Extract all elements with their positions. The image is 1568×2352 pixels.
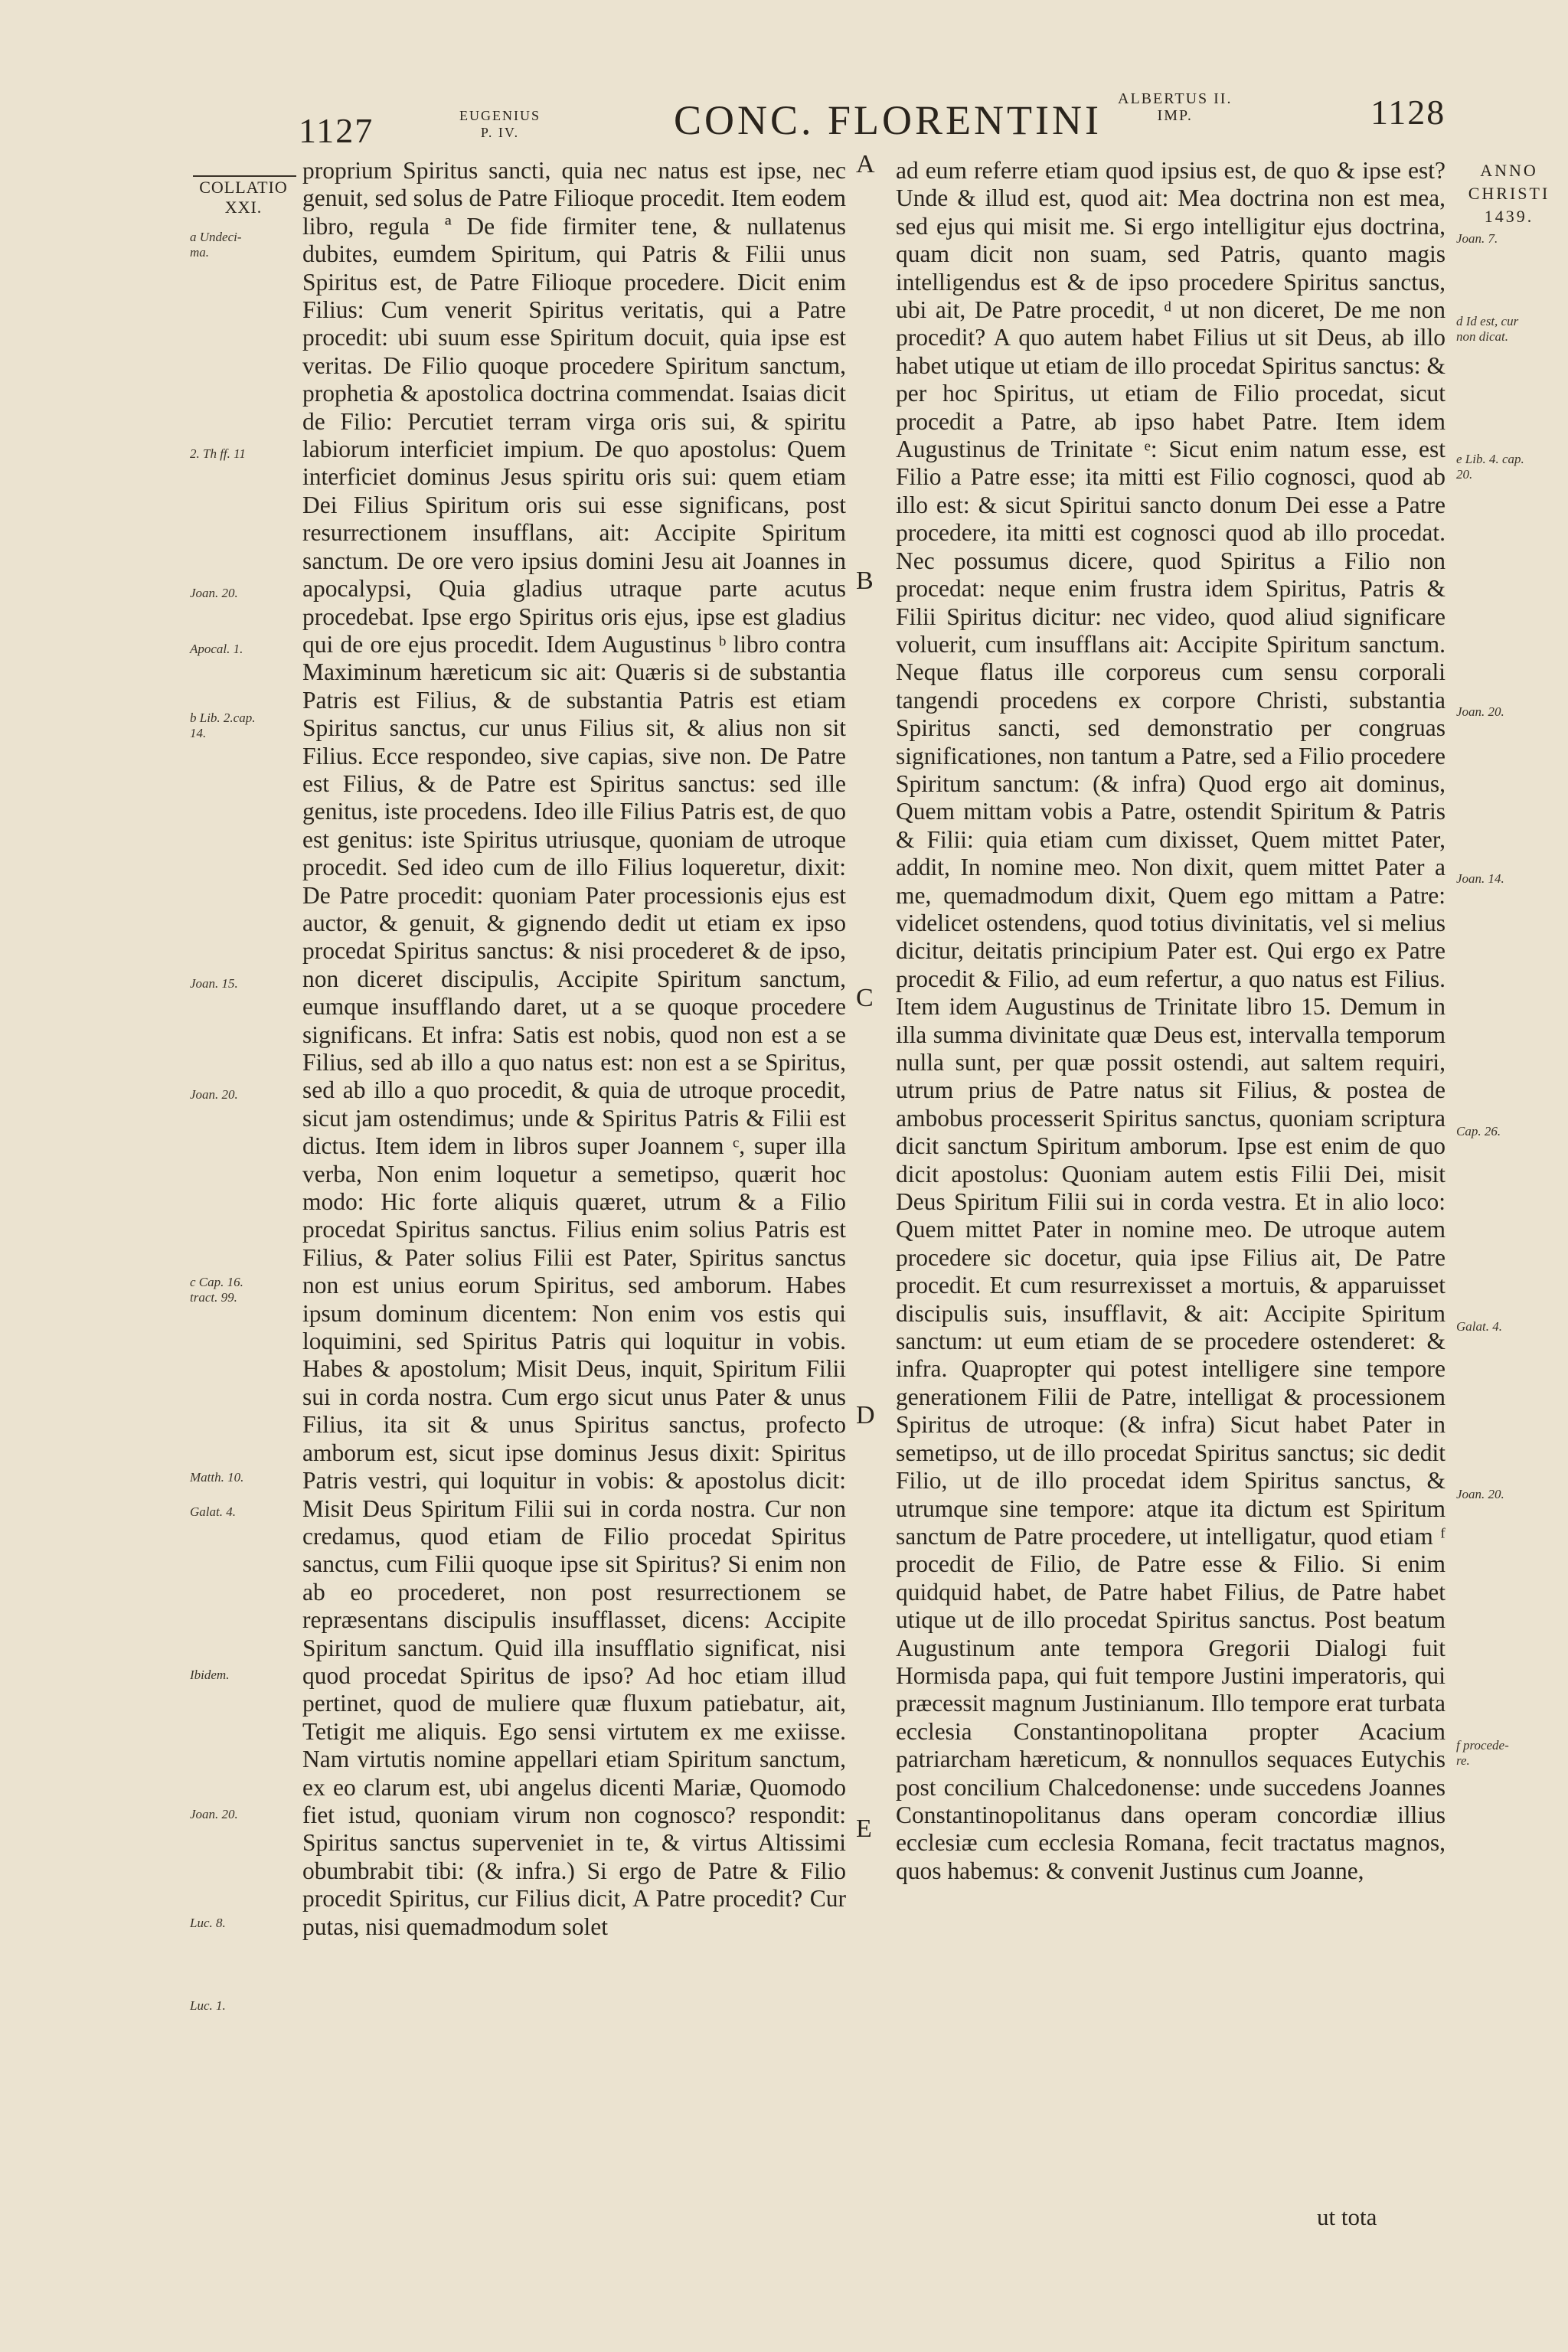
section-letter-e: E — [856, 1815, 872, 1843]
collatio-number: XXI. — [224, 198, 263, 217]
header-emperor-title: IMP. — [1157, 107, 1193, 124]
section-letter-d: D — [856, 1401, 875, 1429]
page-number-right: 1128 — [1370, 93, 1446, 132]
christi-word: CHRISTI — [1468, 184, 1550, 203]
margin-note-left: c Cap. 16. — [190, 1275, 243, 1289]
margin-note-left: 2. Th ff. 11 — [190, 446, 246, 461]
margin-note-right: Galat. 4. — [1456, 1319, 1502, 1334]
right-column — [896, 157, 1446, 1885]
margin-note-left: b Lib. 2.cap. — [190, 710, 256, 725]
margin-note-right: f procede- — [1456, 1738, 1509, 1753]
header-pope-name: EUGENIUS — [459, 108, 541, 123]
margin-note-left: 14. — [190, 726, 207, 740]
margin-note-left: Joan. 15. — [190, 976, 238, 991]
margin-note-left: tract. 99. — [190, 1290, 237, 1305]
page-number-left: 1127 — [299, 111, 374, 150]
header-emperor — [1118, 90, 1232, 124]
margin-note-left: Joan. 20. — [190, 586, 238, 600]
margin-note-right: Joan. 14. — [1456, 871, 1504, 886]
header-pope — [459, 107, 541, 141]
margin-note-right: non dicat. — [1456, 329, 1508, 344]
section-letter-b: B — [856, 567, 874, 595]
margin-note-left: Apocal. 1. — [190, 642, 243, 656]
margin-note-right: Joan. 20. — [1456, 704, 1504, 719]
margin-note-right: re. — [1456, 1753, 1470, 1768]
right-column-text: ad eum referre etiam quod ipsius est, de quo & ipse est? Unde & illud est, quod ait: Mea doctrina non est mea, sed ejus qui misit me. Si ergo intelligitur ejus doctrina, quam dicit non suam, sed Patris, quanto magis intelligendus est & de ipso procedere Spiritus sanctus, ubi ait, De Patre procedit, ᵈ ut non diceret, De me non procedit? A quo autem habet Filius ut sit Deus, ab illo habet utique ut etiam de illo procedat Spiritus sanctus: & per hoc Spiritus, ut etiam de Filio procedat, sicut procedit a Patre, ab ipso habet Patre. Item idem Augustinus de Trinitate ᵉ: Sicut enim natum esse, est Filio a Patre esse; ita mitti est Filio cognosci, quod ab illo est: & sicut Spiritui sancto donum Dei esse a Patre procedere, ita mitti est cognosci quod ab illo procedat. Nec possumus dicere, quod Spiritus a Filio non procedat: neque enim frustra idem Spiritus, Patris & Filii Spiritus dicitur: nec video, quod aliud significare voluerit, cum insufflans ait: Accipite Spiritum sanctum. Neque flatus ille corporeus cum sensu corporali tangendi procedens ex corpore Christi, substantia Spiritus sancti, sed demonstratio per congruas significationes, non tantum a Patre, sed a Filio procedere Spiritum sanctum: (& infra) Quod ergo ait dominus, Quem mittam vobis a Patre, ostendit Spiritum & Patris & Filii: quia etiam cum dixisset, Quem mittet Pater, addit, In nomine meo. Non dixit, quem mittet Pater a me, quemadmodum dixit, Quem ego mittam a Patre: videlicet ostendens, quod totius divinitatis, vel si melius dicitur, deitatis principium Pater est. Qui ergo ex Patre procedit & Filio, ad eum refertur, a quo natus est Filius. Item idem Augustinus de Trinitate libro 15. Demum in illa summa divinitate quæ Deus est, intervalla temporum nulla sunt, per quæ possit ostendi, aut saltem requiri, utrum prius de Patre natus sit Filius, & postea de ambobus processerit Spiritus sanctus, quoniam scriptura dicit sanctum Spiritum amborum. Ipse est enim de quo dicit apostolus: Quoniam autem estis Filii Dei, misit Deus Spiritum Filii sui in corda vestra. Et in alio loco: Quem mittet Pater in nomine meo. De utroque autem procedere sic docetur, quia ipse Filius ait, De Patre procedit. Et cum resurrexisset a mortuis, & apparuisset discipulis suis, insufflavit, & ait: Accipite Spiritum sanctum: ut eum etiam de se procedere ostenderet: & infra. Quapropter qui potest intelligere sine tempore generationem Filii de Patre, intelligat & processionem Spiritus de utroque: (& infra) Sicut habet Pater in semetipso, ut de illo procedat Spiritus sanctus; sic dedit Filio, ut de illo procedat idem Spiritus sanctus, & utrumque sine tempore: atque ita dictum est Spiritum sanctum de Patre procedere, ut intelligatur, quod etiam ᶠ procedit de Filio, de Patre esse & Filio. Si enim quidquid habet, de Patre habet Filius, de Patre habet utique ut de illo procedat Spiritus sanctus. Post beatum Augustinum ante tempora Gregorii Dialogi fuit Hormisda papa, qui fuit tempore Justini imperatoris, qui præcessit magnum Justinianum. Illo tempore erat turbata ecclesia Constantinopolitana propter Acacium patriarcham hæreticum, & nonnullos sequaces Eutychis post concilium Chalcedonense: unde succedens Joannes Constantinopolitanus dans operam concordiæ illius ecclesiæ cum ecclesia Romana, fecit tractatus magnos, quos habemus: & convenit Justinus cum Joanne, — [896, 157, 1446, 1884]
header-emperor-name: ALBERTUS II. — [1118, 90, 1233, 107]
header-title: CONC. FLORENTINI — [674, 97, 1102, 143]
anno-christi — [1455, 159, 1563, 228]
margin-note-right: Joan. 20. — [1456, 1487, 1504, 1501]
margin-note-right: d Id est, cur — [1456, 314, 1519, 328]
collatio-label — [190, 178, 297, 217]
catchword: ut tota — [1317, 2203, 1377, 2230]
margin-note-right: Cap. 26. — [1456, 1124, 1501, 1138]
margin-note-right: 20. — [1456, 467, 1473, 482]
collatio-rule — [193, 175, 296, 177]
margin-note-left: Joan. 20. — [190, 1807, 238, 1821]
margin-note-right: e Lib. 4. cap. — [1456, 452, 1524, 466]
margin-note-left: Luc. 8. — [190, 1916, 226, 1930]
section-letter-c: C — [856, 984, 874, 1012]
left-column-text: proprium Spiritus sancti, quia nec natus est ipse, nec genuit, sed solus de Patre Filioque procedit. Item eodem libro, regula ª De fide firmiter tene, & nullatenus dubites, eumdem Spiritum, qui Patris & Filii unus Spiritus est, de Patre Filioque procedere. Dicit enim Filius: Cum venerit Spiritus veritatis, qui a Patre procedit: ubi suum esse Spiritum docuit, quia ipse est veritas. De Filio quoque procedere Spiritum sanctum, prophetia & apostolica doctrina commendat. Isaias dicit de Filio: Percutiet terram virga oris sui, & spiritu labiorum interficiet impium. De quo apostolus: Quem interficiet dominus Jesus spiritu oris sui: quem etiam Dei Filius Spiritum oris sui esse significans, post resurrectionem insufflans, ait: Accipite Spiritum sanctum. De ore vero ipsius domini Jesu ait Joannes in apocalypsi, Quia gladius utraque parte acutus procedebat. Ipse ergo Spiritus oris ejus, ipse est gladius qui de ore ejus procedit. Idem Augustinus ᵇ libro contra Maximinum hæreticum sic ait: Quæris si de substantia Patris est Filius, & de substantia Patris est etiam Spiritus sanctus, cur unus Filius sit, & alius non sit Filius. Ecce respondeo, sive capias, sive non. De Patre est Filius, & de Patre est Spiritus sanctus: sed ille genitus, iste procedens. Ideo ille Filius Patris est, de quo est genitus: iste Spiritus utriusque, quoniam de utroque procedit. Sed ideo cum de illo Filius loqueretur, dixit: De Patre procedit: quoniam Pater processionis ejus est auctor, & genuit, & gignendo dedit ut etiam ex ipso procedat Spiritus sanctus: & nisi procederet & de ipso, non diceret discipulis, Accipite Spiritum sanctum, eumque insufflando daret, ut a se quoque procedere significans. Et infra: Satis est nobis, quod non est a se Filius, sed ab illo a quo natus est: non est a se Spiritus, sed ab illo a quo procedit, & quia de utroque procedit, sicut jam ostendimus; unde & Spiritus Patris & Filii est dictus. Item idem in libros super Joannem ᶜ, super illa verba, Non enim loquetur a semetipso, quærit hoc modo: Hic forte aliquis quæret, utrum & a Filio procedat Spiritus sanctus. Filius enim solius Patris est Filius, & Pater solius Filii est Pater, Spiritus sanctus non est unius eorum Spiritus, sed amborum. Habes ipsum dominum dicentem: Non enim vos estis qui loquimini, sed Spiritus Patris qui loquitur in vobis. Habes & apostolum; Misit Deus, inquit, Spiritum Filii sui in corda nostra. Cum ergo sicut unus Pater & unus Filius, ita sit & unus Spiritus sanctus, profecto amborum est, sicut ipse dominus Jesus dixit: Spiritus Patris vestri, qui loquitur in vobis: & apostolus dicit: Misit Deus Spiritum Filii sui in corda nostra. Cur non credamus, quod etiam de Filio procedat Spiritus sanctus, cum Filii quoque ipse sit Spiritus? Si enim non ab eo procederet, non post resurrectionem se repræsentans discipulis insufflasset, dicens: Accipite Spiritum sanctum. Quid illa insufflatio significat, nisi quod procedat Spiritus de ipso? Ad hoc etiam illud pertinet, quod de muliere quæ fluxum patiebatur, ait, Tetigit me aliquis. Ego sensi virtutem ex me exiisse. Nam virtutis nomine appellari etiam Spiritum sanctum, ex eo clarum est, ubi angelus dicenti Mariæ, Quomodo fiet istud, quoniam virum non cognosco? respondit: Spiritus sanctus superveniet in te, & virtus Altissimi obumbrabit tibi: (& infra.) Si ergo de Patre & Filio procedit Spiritus, cur Filius dicit, A Patre procedit? Cur putas, nisi quemadmodum solet — [302, 157, 846, 1940]
margin-note-left: Ibidem. — [190, 1668, 230, 1682]
margin-note-left: Joan. 20. — [190, 1087, 238, 1102]
anno-word: ANNO — [1480, 161, 1538, 180]
collatio-word: COLLATIO — [199, 178, 288, 197]
margin-note-left: ma. — [190, 245, 210, 260]
margin-note-right: Joan. 7. — [1456, 231, 1498, 246]
left-column — [302, 157, 846, 1941]
margin-note-left: Matth. 10. — [190, 1470, 244, 1485]
margin-note-left: Galat. 4. — [190, 1504, 236, 1519]
margin-note-left: a Undeci- — [190, 230, 242, 244]
header-pope-title: P. IV. — [480, 125, 520, 140]
section-letter-a: A — [856, 150, 875, 178]
running-header — [0, 84, 1568, 153]
anno-year: 1439. — [1484, 207, 1534, 226]
margin-note-left: Luc. 1. — [190, 1998, 226, 2013]
